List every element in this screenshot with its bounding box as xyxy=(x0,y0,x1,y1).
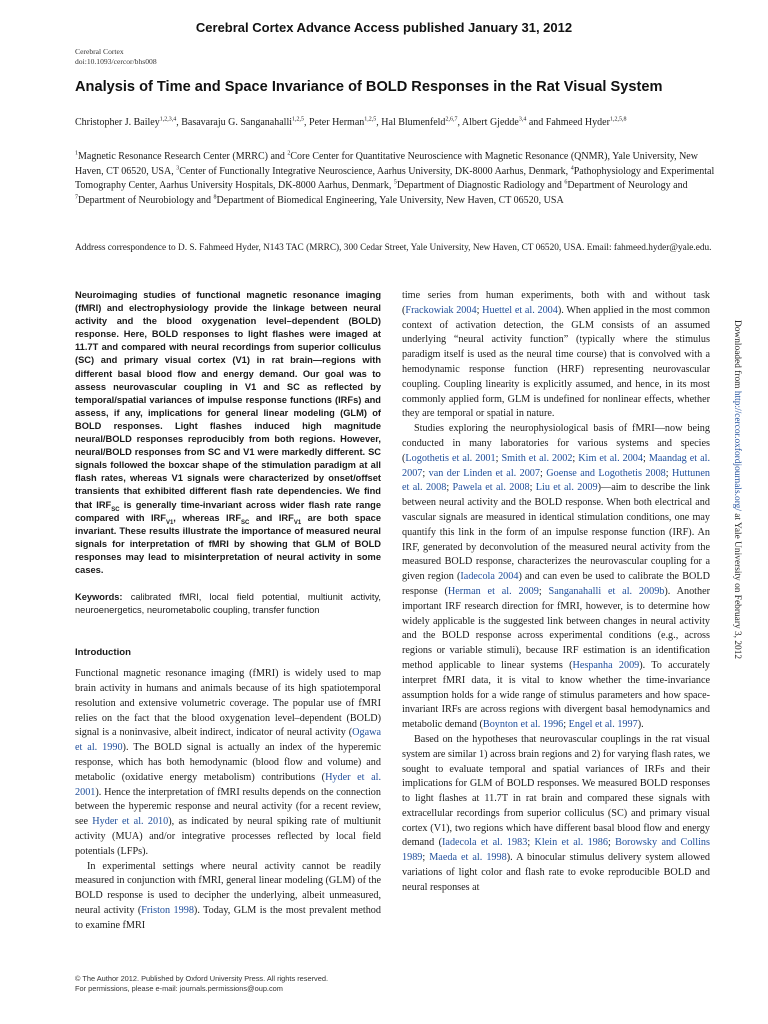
body-text: ). The BOLD signal is actually an index of the hyperemic response, which has both hemodynamic (blood flow and volume) and metabolic (oxidative energy metabolism) contributions ( xyxy=(75,742,381,783)
citation-link[interactable]: Engel et al. 1997 xyxy=(568,719,638,731)
affiliation-number: 3 xyxy=(176,165,180,172)
affiliation-text: Magnetic Resonance Research Center (MRRC) and xyxy=(78,151,285,162)
affiliation-number: 6 xyxy=(564,179,568,186)
author-name: Albert Gjedde xyxy=(461,117,519,128)
citation-link[interactable]: Hespanha 2009 xyxy=(572,659,640,671)
abstract-text: are both space invariant. These results illustrate the importance of measured neural signals for interpretation of fMRI by showing that GLM of BOLD responses may lead to misinterpretation of neural activity in some cases. xyxy=(75,512,382,575)
citation-link[interactable]: Ogawa et al. 1990 xyxy=(75,727,381,754)
citation-link[interactable]: Huettel et al. 2004 xyxy=(482,304,558,316)
paragraph xyxy=(402,422,710,733)
keywords-label: Keywords: xyxy=(75,592,123,603)
citation-link[interactable]: Maandag et al. 2007 xyxy=(402,452,710,479)
subscript: SC xyxy=(241,519,250,526)
affiliation-text: Department of Biomedical Engineering, Yale University, New Haven, CT 06520, USA xyxy=(216,194,564,206)
subscript: V1 xyxy=(165,519,174,526)
affiliation-marker: 1,2,3,4 xyxy=(159,116,177,123)
download-watermark xyxy=(732,320,742,659)
affiliation-text: Pathophysiology and Experimental Tomography Center, Aarhus University Hospitals, DK-8000 Aarhus, Denmark, xyxy=(75,165,715,191)
affiliation-number: 8 xyxy=(213,194,217,201)
affiliation-number: 4 xyxy=(570,165,574,172)
separator: ; xyxy=(446,482,453,494)
separator: ; xyxy=(572,452,579,464)
affiliation-text: Department of Neurobiology and xyxy=(78,194,212,206)
separator: ; xyxy=(476,304,483,316)
author-name: Fahmeed Hyder xyxy=(545,117,610,128)
body-text: ). Another important IRF research direction for fMRI, however, is to determine how widely applicable is the suggested link between changes in neural activity and the BOLD response across experimental conditions (e.g., across regions or variable stimuli), because IRF estimation is an identification method applicable to linear systems ( xyxy=(402,585,711,671)
body-text: ). Hence the interpretation of fMRI results depends on the connection between the hyperemic response and neural activity (for a recent review, see xyxy=(75,786,381,828)
separator: ; xyxy=(563,719,569,731)
affiliation-marker: 1,2,5 xyxy=(364,116,377,123)
copyright-line: © The Author 2012. Published by Oxford University Press. All rights reserved. xyxy=(75,974,329,983)
separator: ; xyxy=(495,452,502,464)
citation-link[interactable]: Liu et al. 2009 xyxy=(535,482,598,494)
citation-link[interactable]: Herman et al. 2009 xyxy=(447,585,539,597)
separator: ; xyxy=(422,852,430,864)
citation-link[interactable]: van der Linden et al. 2007 xyxy=(428,467,540,479)
citation-link[interactable]: Kim et al. 2004 xyxy=(578,452,643,464)
author-list: Christopher J. Bailey$^{1,2,3,4}$, Basavaraju G. Sanganahalli$^{1,2,5}$, Peter Herman$^{1,2,5}$, Hal Blumenfeld$^{2,6,7}$, Albert Gjedde$^{3,4}$ and Fahmeed Hyder$^{1,2,5,8}$ xyxy=(75,116,627,128)
right-column xyxy=(402,289,710,896)
citation-link[interactable]: Sanganahalli et al. 2009b xyxy=(548,585,665,597)
correspondence-address: Address correspondence to D. S. Fahmeed Hyder, N143 TAC (MRRC), 300 Cedar Street, Yale University, New Haven, CT 06520, USA. Email: fahmeed.hyder@yale.edu. xyxy=(75,243,712,253)
author-name: Hal Blumenfeld xyxy=(381,117,446,128)
citation-link[interactable]: Friston 1998 xyxy=(141,905,194,916)
body-text: ) and can even be used to calibrate the BOLD response ( xyxy=(402,571,710,597)
citation-link[interactable]: Iadecola 2004 xyxy=(460,571,519,583)
body-text: ). When applied in the most common context of activation detection, the GLM consists of an assumed underlying “neural activity function” (typically where the stimulus paradigm itself is used as the neural time course) that is convolved with a hemodynamic response function (HRF) representing neurovascular coupling. Coupling linearity is explicitly assumed, and hence, in its most commonly applied form, GLM is undefined for nonlinear effects, whether they are temporal or spatial in nature. xyxy=(402,304,710,420)
section-heading-introduction: Introduction xyxy=(75,647,131,659)
body-text: time series from human experiments, both with and without task ( xyxy=(402,290,710,316)
paragraph xyxy=(402,733,710,896)
body-text: ). To accurately interpret fMRI data, it is vital to know whether the time-invariance assumption holds for a wide range of stimulus parameters and how space-invariant IRFs are across regions with divergent basal hemodynamics and metabolic demand ( xyxy=(402,659,710,731)
body-text: ). Today, GLM is the most prevalent method to examine fMRI xyxy=(75,905,381,931)
subscript: V1 xyxy=(293,519,302,526)
watermark-text: at Yale University on February 3, 2012 xyxy=(732,510,742,660)
separator: ; xyxy=(643,452,649,464)
paper-title: Analysis of Time and Space Invariance of BOLD Responses in the Rat Visual System xyxy=(75,79,663,95)
doi[interactable]: doi:10.1093/cercor/bhs008 xyxy=(75,57,157,66)
citation-link[interactable]: Smith et al. 2002 xyxy=(501,452,573,464)
separator: ; xyxy=(422,467,429,479)
journal-url-link[interactable]: http://cercor.oxfordjournals.org/ xyxy=(732,390,742,511)
journal-banner: Cerebral Cortex Advance Access published January 31, 2012 xyxy=(195,20,573,35)
affiliation-number: 2 xyxy=(287,150,291,157)
separator: ; xyxy=(527,837,535,849)
affiliation-number: 7 xyxy=(75,194,78,201)
separator: ; xyxy=(529,482,536,494)
affiliation-marker: 2,6,7 xyxy=(445,116,458,123)
body-text: ). A binocular stimulus delivery system allowed variations of light color and flash rate to evoke reproducible BOLD and neural responses at xyxy=(402,852,711,893)
affiliation-marker: 1,2,5,8 xyxy=(609,116,627,123)
body-text: Studies exploring the neurophysiological basis of fMRI—now being conducted in many laboratories for various systems and species ( xyxy=(402,423,710,464)
journal-meta xyxy=(75,47,157,67)
citation-link[interactable]: Hyder et al. 2010 xyxy=(92,816,169,828)
separator: ; xyxy=(665,467,673,479)
author-name: Peter Herman xyxy=(309,117,365,128)
author-name: Basavaraju G. Sanganahalli xyxy=(181,117,293,128)
separator: ; xyxy=(540,467,547,479)
copyright-footer xyxy=(75,974,328,993)
abstract-text: and IRF xyxy=(249,512,294,523)
left-column xyxy=(75,289,381,934)
body-text: In experimental settings where neural activity cannot be readily measured in conjunction with fMRI, general linear modeling (GLM) of the BOLD response is used to decipher the underlying, albeit unmeasured, neural activity ( xyxy=(75,860,381,916)
abstract-text: Neuroimaging studies of functional magnetic resonance imaging (fMRI) and electrophysiology provide the linkage between neural activity and the blood oxygenation level–dependent (BOLD) response. Here, BOLD responses to light flashes were imaged at 11.7T and compared with neural recordings from superior colliculus (SC) and primary visual cortex (V1) in rat brain—regions with different basal blood flow and energy demand. Our goal was to assess neurovascular coupling in V1 and SC as reflected by temporal/spatial variances of impulse response functions (IRFs) and assess, if any, implications for general linear modeling (GLM) of BOLD responses. Light flashes induced high magnitude neural/BOLD responses reproducibly from both regions. However, neural/BOLD responses from SC and V1 were markedly different. SC signals followed the boxcar shape of the stimulation paradigm at all flash rates, whereas V1 signals were characterized by onset/offset transients that exhibited different flash rate dependencies. We find that IRF xyxy=(75,290,381,510)
affiliation-text: Core Center for Quantitative Neuroscience with Magnetic Resonance (QNMR), Yale University, New Haven, CT 06520, USA, xyxy=(75,151,698,177)
separator: ; xyxy=(607,837,616,849)
body-text: ). xyxy=(637,719,644,731)
citation-link[interactable]: Maeda et al. 1998 xyxy=(429,852,507,864)
abstract-text: is generally time-invariant across wider flash rate range compared with IRF xyxy=(75,499,381,523)
affiliations xyxy=(75,150,725,208)
affiliation-text: Department of Diagnostic Radiology and xyxy=(396,180,562,191)
journal-name: Cerebral Cortex xyxy=(75,47,124,56)
affiliation-text: Center of Functionally Integrative Neuroscience, Aarhus University, DK-8000 Aarhus, Denmark, xyxy=(179,165,569,177)
citation-link[interactable]: Goense and Logothetis 2008 xyxy=(546,467,666,479)
citation-link[interactable]: Logothetis et al. 2001 xyxy=(405,452,496,464)
affiliation-marker: 3,4 xyxy=(518,116,527,123)
separator: ; xyxy=(538,585,549,597)
body-text: )—aim to describe the link between neural activity and the BOLD response. When both electrical and vascular signals are measured in identical stimulation conditions, one may quantify this link in the form of an impulse response function (IRF). An IRF, generated by deconvolution of the measured neural activity from the measured BOLD response, characterizes the neurovascular coupling for a given region ( xyxy=(402,482,711,583)
permissions-line: For permissions, please e-mail: journals.permissions@oup.com xyxy=(75,983,283,993)
keywords xyxy=(75,591,381,617)
citation-link[interactable]: Huttunen et al. 2008 xyxy=(402,467,710,494)
citation-link[interactable]: Borowsky and Collins 1989 xyxy=(402,837,710,864)
keywords-text: calibrated fMRI, local field potential, multiunit activity, neuroenergetics, neurometabolic coupling, transfer function xyxy=(75,592,381,616)
author-name: Christopher J. Bailey xyxy=(75,117,160,128)
citation-link[interactable]: Iadecola et al. 1983 xyxy=(442,837,528,849)
affiliation-number: 1 xyxy=(75,150,78,157)
watermark-text: Downloaded from xyxy=(732,320,742,391)
abstract xyxy=(75,289,381,577)
abstract-text: , whereas IRF xyxy=(173,512,242,523)
body-text: ), as indicated by neural spiking rate of multiunit activity (MUA) and/or integrative processes reflected by local field potentials (LFPs). xyxy=(75,816,381,857)
citation-link[interactable]: Pawela et al. 2008 xyxy=(452,482,530,494)
paragraph xyxy=(75,667,381,859)
affiliation-text: Department of Neurology and xyxy=(567,180,688,191)
body-text: Functional magnetic resonance imaging (fMRI) is widely used to map brain activity in humans and animals because of its high spatiotemporal resolution and extensive volumetric coverage. The popular use of fMRI relies on the fact that the blood oxygenation level–dependent (BOLD) signal is a noninvasive, albeit indirect, indicator of neural activity ( xyxy=(75,668,381,739)
body-text: Based on the hypotheses that neurovascular couplings in the rat visual system are similar 1) across brain regions and 2) for varying flash rates, we sought to evaluate temporal and spatial variances of IRFs and their implications for GLM of BOLD responses. We measured BOLD responses to light flashes at 11.7T in rat brain and compared these signals with extracellular recordings from superior colliculus (SC) and primary visual cortex (V1), two regions which have different basal blood flow and energy demand ( xyxy=(402,733,710,849)
subscript: SC xyxy=(111,506,120,513)
paragraph xyxy=(75,860,381,934)
citation-link[interactable]: Frackowiak 2004 xyxy=(405,304,477,316)
paragraph xyxy=(402,289,710,422)
affiliation-marker: 1,2,5 xyxy=(292,116,305,123)
citation-link[interactable]: Klein et al. 1986 xyxy=(534,837,608,849)
citation-link[interactable]: Hyder et al. 2001 xyxy=(75,771,381,798)
affiliation-number: 5 xyxy=(393,179,397,186)
citation-link[interactable]: Boynton et al. 1996 xyxy=(482,719,564,731)
